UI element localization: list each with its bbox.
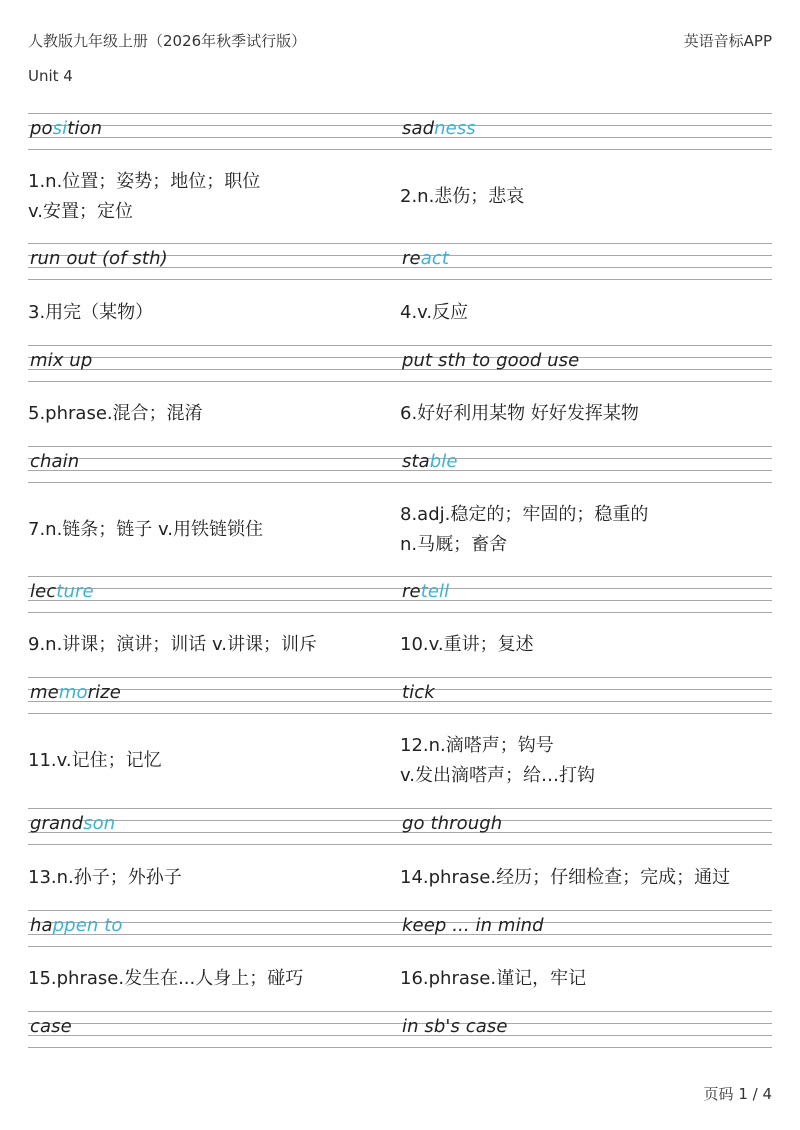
word-syllable: case <box>30 1016 72 1037</box>
vocab-word <box>30 915 122 936</box>
ruled-lines <box>28 446 772 486</box>
word-syllable: put sth to good use <box>402 350 580 371</box>
vocab-definition <box>28 399 388 429</box>
definition-line: 2.n.悲伤；悲哀 <box>400 186 525 207</box>
word-syllable-highlight: ness <box>434 118 476 139</box>
document-title: 人教版九年级上册（2026年秋季试行版） <box>28 32 307 50</box>
word-syllable: me <box>30 682 59 703</box>
word-syllable-highlight: act <box>420 248 449 269</box>
ruled-line <box>28 1023 772 1024</box>
ruled-line <box>28 576 772 577</box>
definition-line: 15.phrase.发生在...人身上；碰巧 <box>28 968 304 989</box>
definition-line: 11.v.记住；记忆 <box>28 750 162 771</box>
vocab-word <box>30 350 92 371</box>
ruled-line <box>28 600 772 601</box>
vocab-word <box>30 118 102 139</box>
word-syllable: ha <box>30 915 53 936</box>
vocab-definition <box>28 630 388 660</box>
definition-line: 16.phrase.谨记，牢记 <box>400 968 587 989</box>
definition-line: 6.好好利用某物 好好发挥某物 <box>400 403 639 424</box>
word-syllable: re <box>402 248 421 269</box>
word-syllable: mix up <box>30 350 93 371</box>
word-syllable: tion <box>67 118 103 139</box>
ruled-line <box>28 832 772 833</box>
ruled-line <box>28 910 772 911</box>
definition-line: 4.v.反应 <box>400 302 469 323</box>
definition-line: 5.phrase.混合；混淆 <box>28 403 203 424</box>
ruled-line <box>28 689 772 690</box>
ruled-line <box>28 357 772 358</box>
ruled-lines <box>28 576 772 616</box>
definition-line: 7.n.链条；链子 v.用铁链锁住 <box>28 519 264 540</box>
ruled-line <box>28 458 772 459</box>
vocab-definition <box>400 964 760 994</box>
app-name: 英语音标APP <box>683 32 772 50</box>
ruled-line <box>28 279 772 280</box>
definition-line: 3.用完（某物） <box>28 302 154 323</box>
vocab-word <box>30 1016 72 1037</box>
word-syllable: lec <box>30 581 57 602</box>
vocab-word <box>402 813 502 834</box>
unit-label: Unit 4 <box>28 67 73 85</box>
word-syllable-highlight: mo <box>58 682 88 703</box>
vocab-definition <box>400 863 760 893</box>
definition-line: 14.phrase.经历；仔细检查；完成；通过 <box>400 867 731 888</box>
ruled-line <box>28 1047 772 1048</box>
page-number: 页码 1 / 4 <box>703 1085 772 1103</box>
word-syllable: sta <box>402 451 430 472</box>
word-syllable-highlight: son <box>83 813 116 834</box>
ruled-lines <box>28 808 772 848</box>
word-syllable: chain <box>30 451 80 472</box>
vocab-definition <box>28 515 388 545</box>
ruled-line <box>28 381 772 382</box>
word-syllable: grand <box>30 813 84 834</box>
definition-line: 10.v.重讲；复述 <box>400 634 534 655</box>
word-syllable: sad <box>402 118 435 139</box>
word-syllable: keep ... in mind <box>402 915 544 936</box>
definition-line: 8.adj.稳定的；牢固的；稳重的 <box>400 504 649 525</box>
vocab-word <box>402 248 449 269</box>
ruled-line <box>28 808 772 809</box>
ruled-line <box>28 713 772 714</box>
ruled-line <box>28 482 772 483</box>
definition-line: 9.n.讲课；演讲；训话 v.讲课；训斥 <box>28 634 318 655</box>
definition-line: n.马厩；畜舍 <box>400 534 508 555</box>
vocab-word <box>402 581 449 602</box>
definition-line: 13.n.孙子；外孙子 <box>28 867 182 888</box>
ruled-line <box>28 922 772 923</box>
ruled-line <box>28 588 772 589</box>
vocab-word <box>402 350 579 371</box>
word-syllable-highlight: tell <box>420 581 450 602</box>
word-syllable: re <box>402 581 421 602</box>
ruled-line <box>28 1011 772 1012</box>
vocab-word <box>30 682 121 703</box>
ruled-line <box>28 446 772 447</box>
ruled-line <box>28 612 772 613</box>
definition-line: v.安置；定位 <box>28 201 133 222</box>
word-syllable-highlight: si <box>52 118 68 139</box>
vocab-definition <box>28 167 388 227</box>
word-syllable: run out (of sth) <box>30 248 168 269</box>
definition-line: v.发出滴嗒声；给…打钩 <box>400 765 595 786</box>
word-syllable: in sb's case <box>402 1016 508 1037</box>
vocab-definition <box>400 182 760 212</box>
ruled-line <box>28 820 772 821</box>
ruled-line <box>28 125 772 126</box>
vocab-word <box>30 451 79 472</box>
ruled-line <box>28 844 772 845</box>
vocab-definition <box>400 298 760 328</box>
vocab-word <box>402 915 544 936</box>
vocab-definition <box>400 731 760 791</box>
word-syllable: rize <box>87 682 121 703</box>
definition-line: 1.n.位置；姿势；地位；职位 <box>28 171 261 192</box>
ruled-line <box>28 946 772 947</box>
vocab-definition <box>28 298 388 328</box>
word-syllable: po <box>30 118 53 139</box>
vocab-word <box>402 118 476 139</box>
ruled-lines <box>28 113 772 153</box>
word-syllable: tick <box>402 682 435 703</box>
vocab-word <box>30 813 115 834</box>
ruled-line <box>28 701 772 702</box>
ruled-lines <box>28 910 772 950</box>
ruled-line <box>28 470 772 471</box>
vocab-word <box>30 581 94 602</box>
vocab-word <box>402 682 435 703</box>
ruled-lines <box>28 1011 772 1051</box>
ruled-line <box>28 243 772 244</box>
ruled-line <box>28 137 772 138</box>
ruled-lines <box>28 345 772 385</box>
ruled-line <box>28 113 772 114</box>
ruled-line <box>28 1035 772 1036</box>
vocab-word <box>402 451 458 472</box>
ruled-line <box>28 369 772 370</box>
ruled-lines <box>28 677 772 717</box>
vocab-word <box>402 1016 508 1037</box>
vocab-definition <box>400 399 760 429</box>
ruled-line <box>28 677 772 678</box>
vocab-definition <box>28 746 388 776</box>
word-syllable-highlight: ppen to <box>52 915 123 936</box>
vocab-definition <box>28 863 388 893</box>
vocab-definition <box>400 630 760 660</box>
vocab-definition <box>400 500 760 560</box>
ruled-line <box>28 345 772 346</box>
ruled-line <box>28 934 772 935</box>
vocab-definition <box>28 964 388 994</box>
ruled-line <box>28 149 772 150</box>
word-syllable: go through <box>402 813 503 834</box>
definition-line: 12.n.滴嗒声；钩号 <box>400 735 554 756</box>
vocab-word <box>30 248 168 269</box>
word-syllable-highlight: ture <box>56 581 94 602</box>
word-syllable-highlight: ble <box>429 451 458 472</box>
